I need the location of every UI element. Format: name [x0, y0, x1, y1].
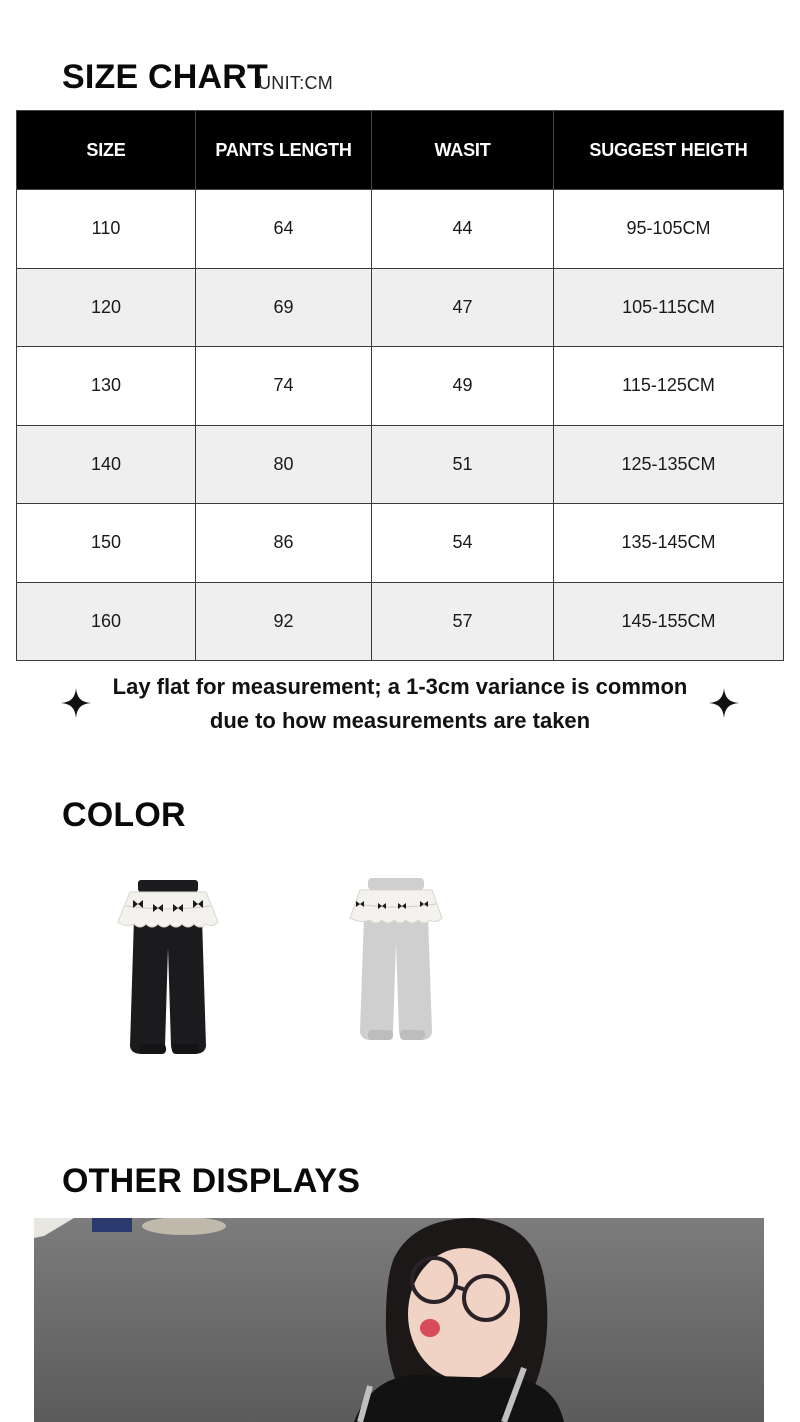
cell-suggest-height: 105-115CM	[554, 268, 784, 347]
cell-pants-length: 69	[196, 268, 372, 347]
table-row	[17, 268, 784, 347]
cell-size: 110	[17, 190, 196, 269]
cell-pants-length: 80	[196, 425, 372, 504]
cell-waist: 47	[372, 268, 554, 347]
column-header-pants-length: PANTS LENGTH	[196, 111, 372, 190]
table-row	[17, 347, 784, 426]
cell-size: 120	[17, 268, 196, 347]
table-row	[17, 190, 784, 269]
cell-size: 160	[17, 582, 196, 661]
table-row	[17, 582, 784, 661]
unit-label: UNIT:CM	[258, 73, 334, 93]
model-photo	[34, 1218, 764, 1422]
column-header-waist: WASIT	[372, 111, 554, 190]
cell-waist: 44	[372, 190, 554, 269]
cell-pants-length: 64	[196, 190, 372, 269]
cell-suggest-height: 125-135CM	[554, 425, 784, 504]
size-chart-title: SIZE CHART	[62, 58, 268, 96]
table-row	[17, 504, 784, 583]
cell-suggest-height: 145-155CM	[554, 582, 784, 661]
note-line-2: due to how measurements are taken	[209, 708, 591, 733]
gray-pants-image[interactable]	[346, 876, 446, 1044]
cell-waist: 51	[372, 425, 554, 504]
cell-suggest-height: 135-145CM	[554, 504, 784, 583]
cell-waist: 54	[372, 504, 554, 583]
cell-pants-length: 92	[196, 582, 372, 661]
other-displays-title: OTHER DISPLAYS	[62, 1162, 361, 1200]
sparkle-icon	[61, 688, 91, 718]
column-header-size: SIZE	[17, 111, 196, 190]
cell-waist: 49	[372, 347, 554, 426]
note-line-1: Lay flat for measurement; a 1-3cm variance is common	[112, 674, 688, 699]
column-header-suggest-height: SUGGEST HEIGTH	[554, 111, 784, 190]
cell-size: 130	[17, 347, 196, 426]
measurement-note	[100, 670, 700, 738]
table-header-row	[17, 111, 784, 190]
cell-suggest-height: 95-105CM	[554, 190, 784, 269]
table-row	[17, 425, 784, 504]
sparkle-icon	[709, 688, 739, 718]
black-pants-image[interactable]	[112, 878, 224, 1058]
cell-suggest-height: 115-125CM	[554, 347, 784, 426]
cell-pants-length: 74	[196, 347, 372, 426]
cell-pants-length: 86	[196, 504, 372, 583]
cell-waist: 57	[372, 582, 554, 661]
cell-size: 150	[17, 504, 196, 583]
color-section-title: COLOR	[62, 796, 186, 834]
cell-size: 140	[17, 425, 196, 504]
size-table	[16, 110, 784, 661]
